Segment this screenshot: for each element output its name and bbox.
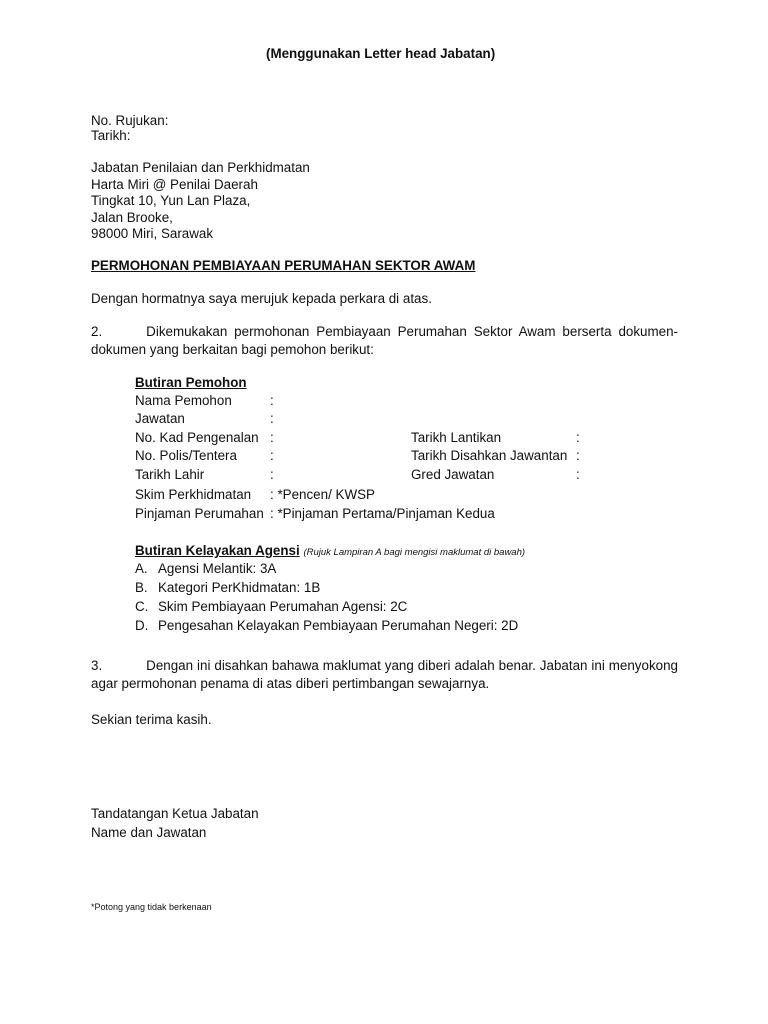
field-colon: : xyxy=(576,448,580,463)
field-label: Gred Jawatan xyxy=(411,467,495,482)
signature-name: Name dan Jawatan xyxy=(91,825,207,840)
address-line: Jabatan Penilaian dan Perkhidmatan xyxy=(91,160,310,175)
eligibility-item: Pengesahan Kelayakan Pembiayaan Perumahan Negeri: 2D xyxy=(158,618,519,633)
subject-heading: PERMOHONAN PEMBIAYAAN PERUMAHAN SEKTOR AWAM xyxy=(91,258,476,273)
field-colon: : xyxy=(270,467,274,482)
reference-date-label: Tarikh: xyxy=(91,128,131,143)
eligibility-heading: Butiran Kelayakan Agensi xyxy=(135,543,300,558)
eligibility-heading-row xyxy=(135,543,525,561)
field-label: Jawatan xyxy=(135,411,185,426)
letterhead-note: (Menggunakan Letter head Jabatan) xyxy=(266,46,496,61)
field-value: : *Pencen/ KWSP xyxy=(270,487,375,502)
field-label: Tarikh Lahir xyxy=(135,467,205,482)
field-label: Tarikh Lantikan xyxy=(411,430,502,445)
field-colon: : xyxy=(270,448,274,463)
eligibility-item: Kategori PerKhidmatan: 1B xyxy=(158,580,321,595)
field-label: Tarikh Disahkan Jawantan xyxy=(411,448,568,463)
eligibility-item: Skim Pembiayaan Perumahan Agensi: 2C xyxy=(158,599,408,614)
field-label: Skim Perkhidmatan xyxy=(135,487,252,502)
eligibility-item: Agensi Melantik: 3A xyxy=(158,561,277,576)
address-line: Jalan Brooke, xyxy=(91,210,173,225)
field-label: No. Polis/Tentera xyxy=(135,448,237,463)
applicant-heading: Butiran Pemohon xyxy=(135,375,247,390)
footnote: *Potong yang tidak berkenaan xyxy=(91,902,212,912)
field-colon: : xyxy=(270,393,274,408)
signature-title: Tandatangan Ketua Jabatan xyxy=(91,806,259,821)
field-label: No. Kad Pengenalan xyxy=(135,430,259,445)
address-line: Harta Miri @ Penilai Daerah xyxy=(91,177,258,192)
eligibility-note: (Rujuk Lampiran A bagi mengisi maklumat di bawah) xyxy=(303,547,526,558)
address-line: 98000 Miri, Sarawak xyxy=(91,226,214,241)
eligibility-letter: B. xyxy=(135,580,148,595)
field-label: Pinjaman Perumahan xyxy=(135,506,264,521)
paragraph-number: 3. xyxy=(91,658,103,673)
field-colon: : xyxy=(576,467,580,482)
eligibility-letter: C. xyxy=(135,599,149,614)
field-colon: : xyxy=(576,430,580,445)
paragraph-2 xyxy=(91,323,678,359)
address-line: Tingkat 10, Yun Lan Plaza, xyxy=(91,193,251,208)
closing-text: Sekian terima kasih. xyxy=(91,712,212,727)
field-colon: : xyxy=(270,430,274,445)
eligibility-letter: D. xyxy=(135,618,149,633)
field-colon: : xyxy=(270,411,274,426)
reference-number-label: No. Rujukan: xyxy=(91,113,169,128)
paragraph-number: 2. xyxy=(91,324,103,339)
paragraph-2-text: Dikemukakan permohonan Pembiayaan Perumahan Sektor Awam berserta dokumen-dokumen yang berkaitan bagi pemohon berikut: xyxy=(91,324,678,357)
paragraph-3 xyxy=(91,657,678,693)
field-value: : *Pinjaman Pertama/Pinjaman Kedua xyxy=(270,506,495,521)
field-label: Nama Pemohon xyxy=(135,393,232,408)
paragraph-3-text: Dengan ini disahkan bahawa maklumat yang diberi adalah benar. Jabatan ini menyokong agar permohonan penama di atas diberi pertimbangan sewajarnya. xyxy=(91,658,678,691)
salutation-text: Dengan hormatnya saya merujuk kepada perkara di atas. xyxy=(91,291,432,306)
eligibility-letter: A. xyxy=(135,561,148,576)
